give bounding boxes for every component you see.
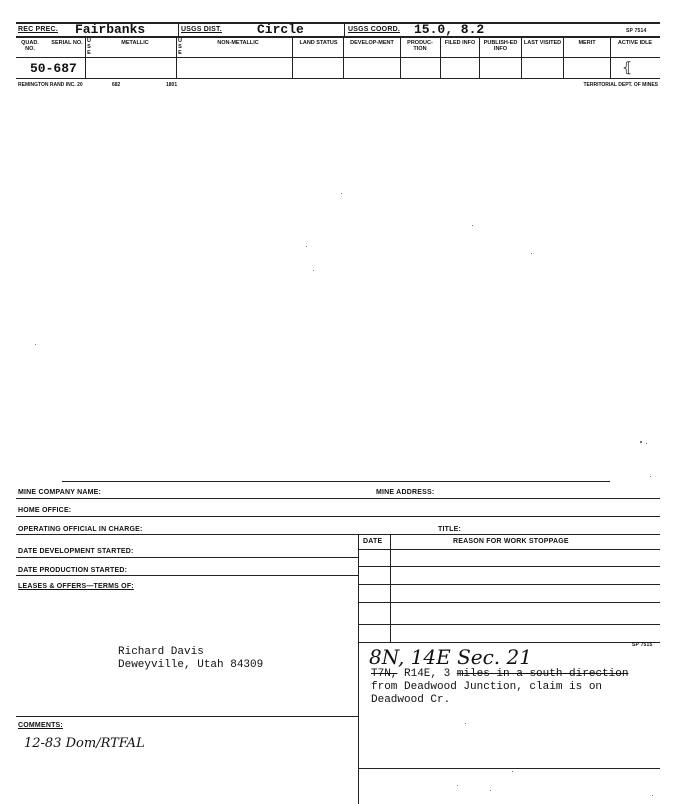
usgs-dist-value: Circle — [257, 22, 304, 37]
col-quad: QUAD. NO. — [21, 40, 39, 52]
mine-address-label: MINE ADDRESS: — [376, 489, 435, 496]
col-production: PRODUC-TION — [407, 40, 433, 52]
col-use-metallic: U S E — [87, 38, 91, 56]
owner-block — [118, 646, 263, 672]
reason-col-header: REASON FOR WORK STOPPAGE — [453, 538, 569, 545]
col-development: DEVELOP-MENT — [350, 40, 394, 46]
col-filed-info: FILED INFO — [444, 40, 476, 46]
usgs-coord-value: 15.0, 8.2 — [414, 22, 485, 37]
prod-started-label: DATE PRODUCTION STARTED: — [18, 567, 128, 574]
location-block — [371, 668, 628, 707]
usgs-coord-label: USGS COORD. — [348, 26, 400, 33]
col-last-visited: LAST VISITED — [523, 40, 562, 46]
leases-label: LEASES & OFFERS—TERMS OF: — [18, 583, 134, 590]
location-line-1: T7N, R14E, 3 miles in a south direction — [371, 668, 629, 680]
col-published-info: PUBLISH-ED INFO — [483, 40, 518, 52]
col-serial: SERIAL NO. — [51, 40, 83, 46]
col-merit: MERIT — [578, 40, 596, 46]
col-nonmetallic: NON-METALLIC — [217, 40, 259, 46]
footer-strip-code1: 682 — [112, 82, 121, 88]
footer-strip — [16, 82, 660, 90]
usgs-dist-label: USGS DIST. — [181, 26, 222, 33]
dev-started-label: DATE DEVELOPMENT STARTED: — [18, 548, 134, 555]
location-line-3: Deadwood Cr. — [371, 694, 451, 706]
rec-prec-label: REC PREC. — [18, 26, 58, 33]
footer-strip-right: TERRITORIAL DEPT. OF MINES — [583, 82, 658, 88]
date-col-header: DATE — [363, 538, 383, 545]
col-active-idle: ACTIVE IDLE — [617, 40, 653, 46]
location-handwritten: 8N, 14E Sec. 21 — [369, 645, 532, 669]
active-idle-mark: ⦃ — [622, 60, 633, 76]
location-line-2: from Deadwood Junction, claim is on — [371, 681, 603, 693]
rec-prec-value: Fairbanks — [75, 22, 146, 37]
col-use-nonmetallic: U S E — [178, 38, 182, 56]
col-metallic: METALLIC — [121, 40, 149, 46]
form-code-top: SP 7514 — [626, 28, 647, 34]
col-land-status: LAND STATUS — [299, 40, 338, 46]
footer-strip-code2: 1801 — [166, 82, 178, 88]
form-code-bottom: SP 7515 — [632, 642, 653, 648]
mine-company-label: MINE COMPANY NAME: — [18, 489, 102, 496]
owner-name: Richard Davis — [118, 646, 204, 658]
footer-strip-left: REMINGTON RAND INC. 20 — [18, 82, 83, 88]
operating-official-label: OPERATING OFFICIAL IN CHARGE: — [18, 526, 143, 533]
home-office-label: HOME OFFICE: — [18, 507, 72, 514]
comments-label: COMMENTS: — [18, 722, 63, 729]
owner-city: Deweyville, Utah 84309 — [118, 659, 264, 671]
quad-serial-value: 50-687 — [30, 61, 77, 76]
title-label: TITLE: — [438, 526, 461, 533]
comment-handwritten: 12-83 Dom/RTFAL — [24, 736, 145, 751]
